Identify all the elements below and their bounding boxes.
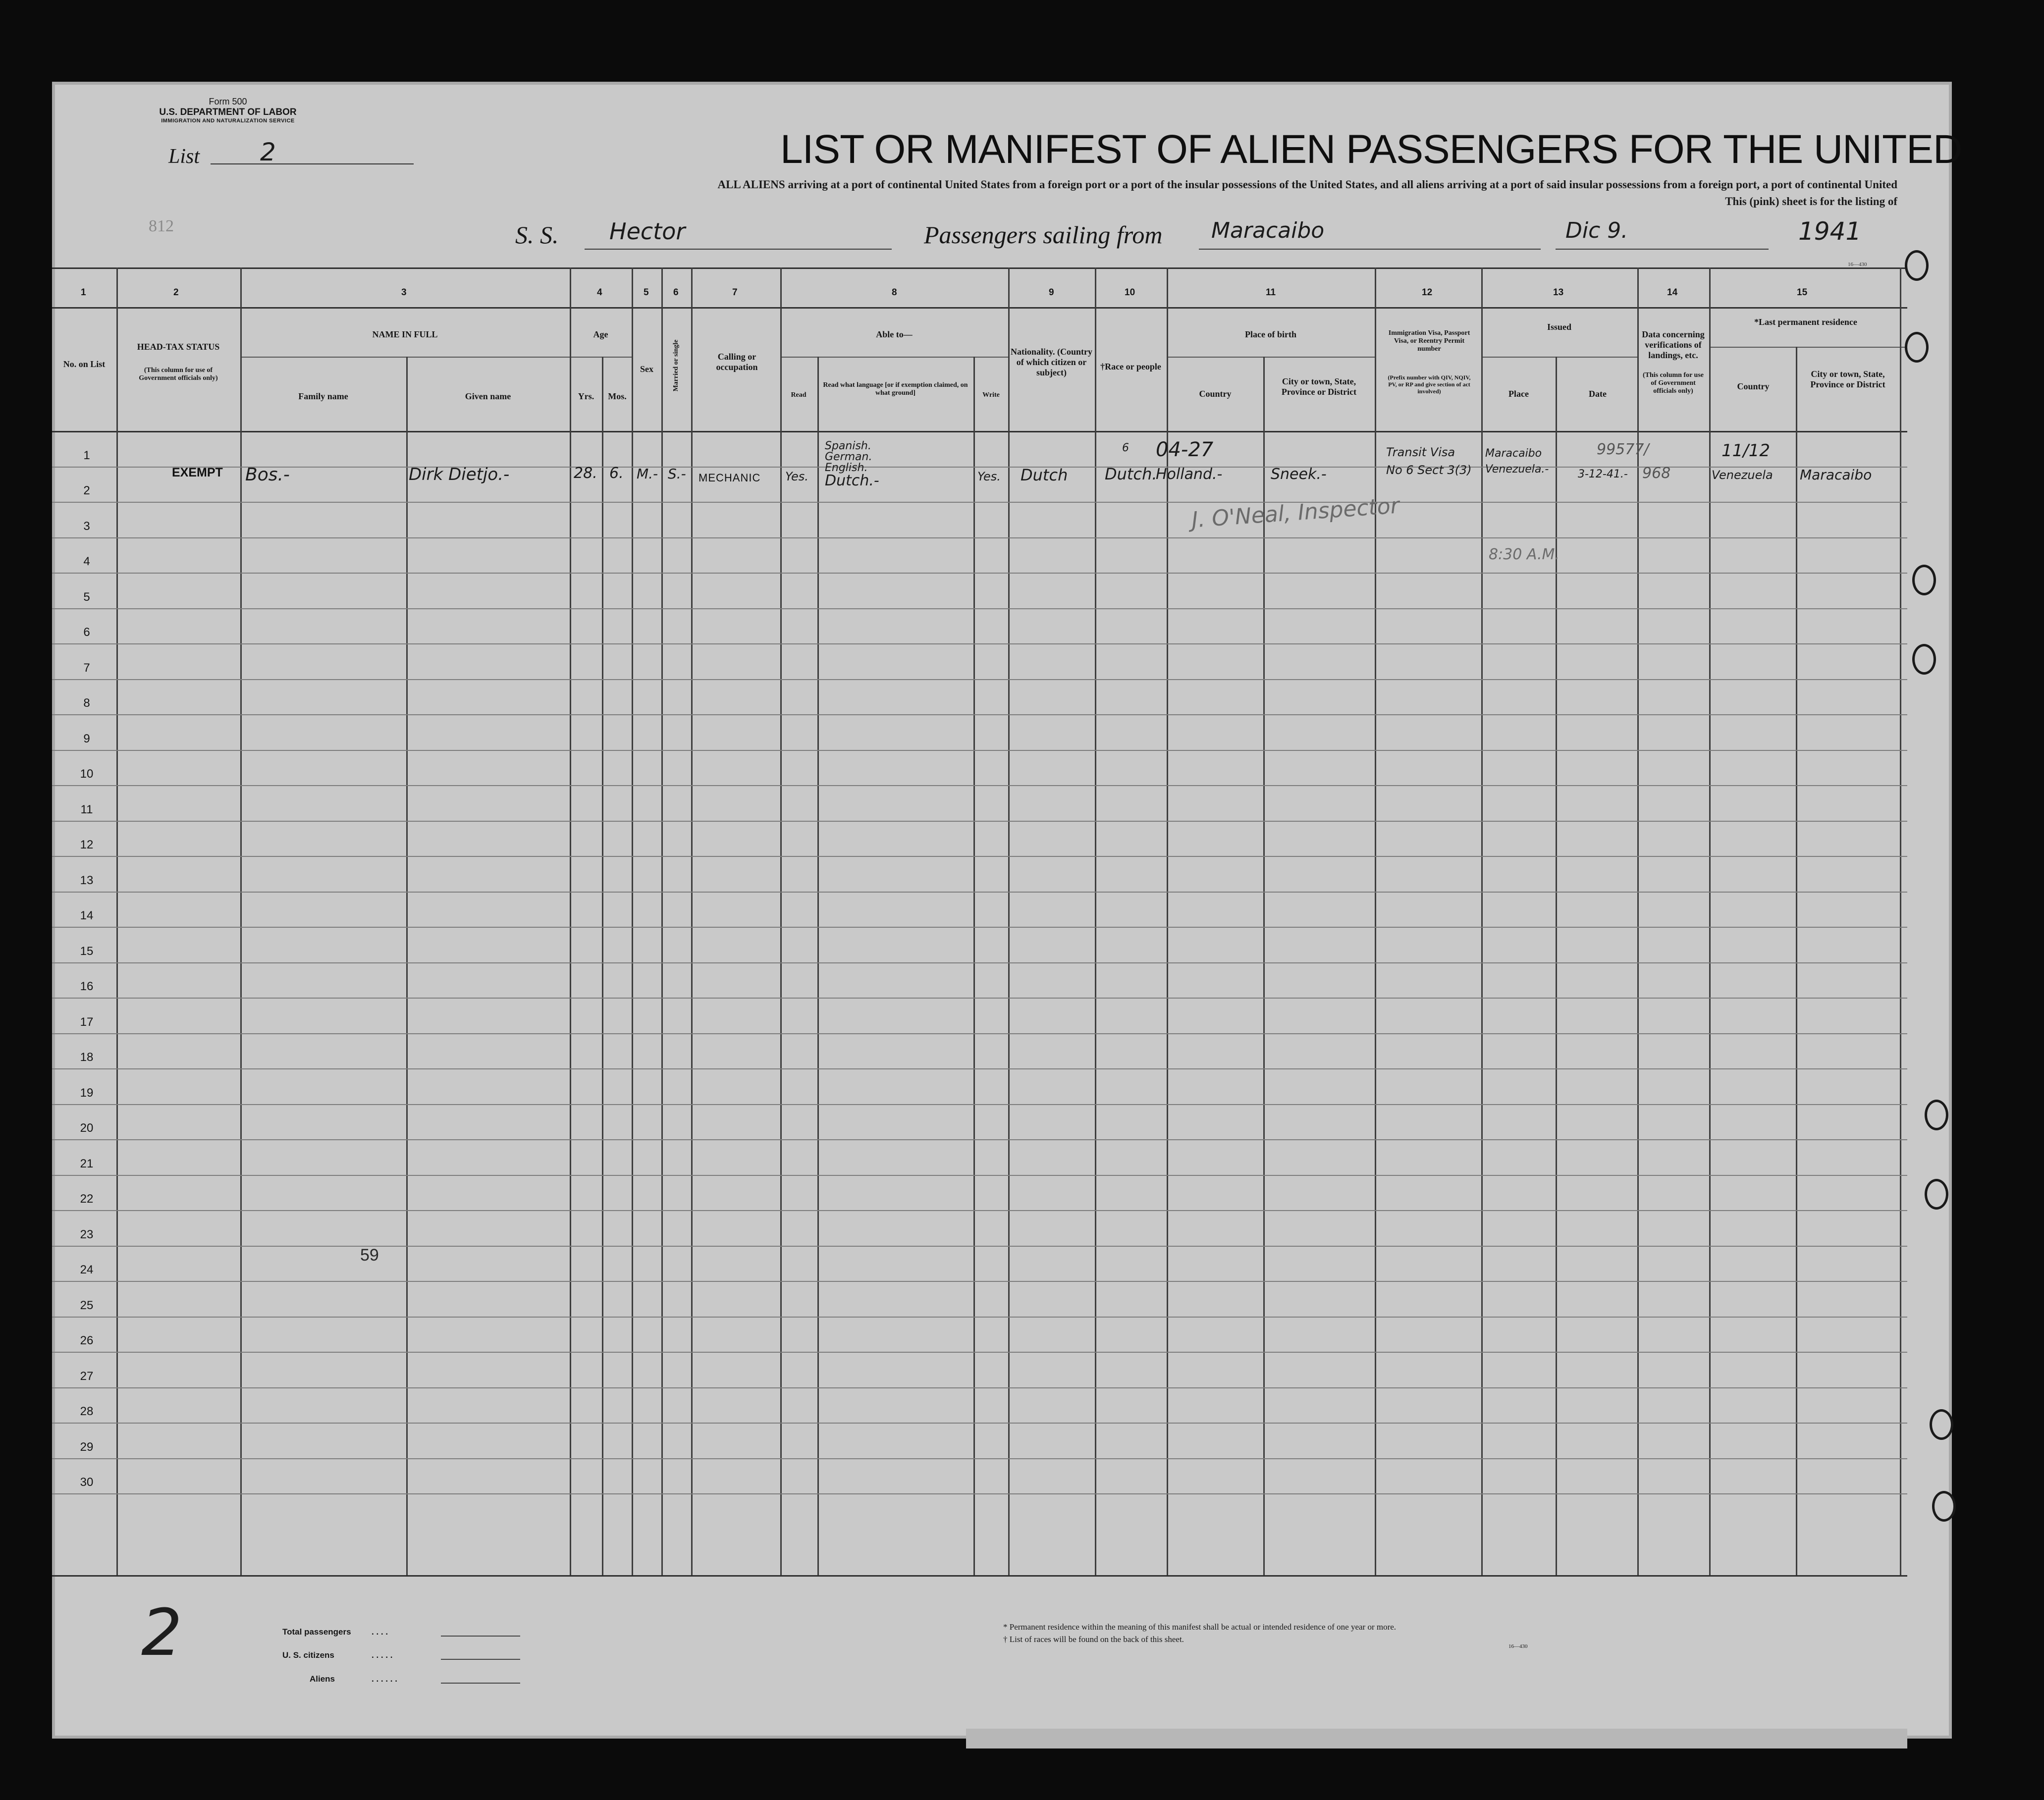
- hdr-no-on-list: No. on List: [63, 359, 106, 369]
- col-num-10: 10: [1125, 287, 1135, 298]
- language-3: English.: [825, 462, 868, 474]
- col-num-7: 7: [732, 287, 738, 298]
- row-line: [52, 892, 1907, 893]
- row-line: [52, 608, 1907, 609]
- margin-mark: 812: [149, 217, 174, 235]
- col-num-3: 3: [401, 287, 407, 298]
- row-line: [52, 1139, 1907, 1140]
- row-line: [52, 998, 1907, 999]
- ship-name-line: [585, 249, 892, 250]
- footnote-residence: * Permanent residence within the meaning of this manifest shall be actual or intended residence of one year or more.: [1003, 1622, 1397, 1632]
- punch-hole: [1932, 1491, 1956, 1522]
- hdr-issued-date: Date: [1589, 389, 1607, 399]
- hdr-calling: Calling or occupation: [716, 352, 758, 372]
- footer-line-1: [441, 1636, 520, 1637]
- row-line: [52, 1423, 1907, 1424]
- row-number: 29: [80, 1440, 94, 1454]
- ship-prefix: S. S.: [515, 221, 559, 249]
- row-number: 19: [80, 1086, 94, 1100]
- page-title: LIST OR MANIFEST OF ALIEN PASSENGERS FOR THE UNITED: [780, 127, 1962, 172]
- hdr-race: †Race or people: [1100, 362, 1161, 371]
- entry-res-country: Venezuela: [1712, 468, 1773, 482]
- sheet-underneath: [966, 1729, 1907, 1748]
- row-number: 12: [80, 838, 94, 851]
- hdr-read: Read: [791, 391, 807, 399]
- row-number: 8: [83, 696, 90, 710]
- sailing-year: 1941: [1798, 217, 1862, 246]
- manifest-table: [52, 267, 1907, 1575]
- hdr-issued-place: Place: [1508, 389, 1529, 399]
- col-num-5: 5: [644, 287, 649, 298]
- hdr-birth-country: Country: [1199, 389, 1232, 399]
- entry-race: Dutch.: [1105, 465, 1157, 483]
- inspection-time: 8:30 A.M.: [1489, 546, 1560, 563]
- row-line: [52, 502, 1907, 503]
- punch-hole: [1905, 332, 1929, 363]
- punch-hole: [1930, 1409, 1953, 1440]
- col-divider-10: [1167, 267, 1168, 1575]
- row-line: [52, 750, 1907, 751]
- visa-line-1: Transit Visa: [1386, 445, 1455, 459]
- punch-hole: [1925, 1100, 1948, 1130]
- row-line: [52, 643, 1907, 644]
- row-number: 23: [80, 1227, 94, 1241]
- row-number: 6: [83, 626, 90, 639]
- footer-us-citizens: U. S. citizens: [282, 1650, 334, 1660]
- list-number: 2: [260, 138, 276, 166]
- col-divider-13: [1637, 267, 1639, 1575]
- row-number: 22: [80, 1192, 94, 1206]
- row-line: [52, 1352, 1907, 1353]
- footer-dots-1: . . . .: [372, 1627, 388, 1637]
- row-number: 9: [83, 732, 90, 745]
- row-number: 16: [80, 980, 94, 993]
- entry-marital: S.-: [668, 466, 686, 482]
- row-line: [52, 856, 1907, 857]
- row-number: 20: [80, 1121, 94, 1135]
- row-number: 4: [83, 555, 90, 568]
- col-divider-8a: [817, 357, 819, 1575]
- col-num-4: 4: [597, 287, 602, 298]
- row-line: [52, 1458, 1907, 1459]
- col-divider-1: [116, 267, 118, 1575]
- row-number: 5: [83, 590, 90, 604]
- row-line: [52, 1246, 1907, 1247]
- hdr-head-tax-note: (This column for use of Government officials only): [139, 367, 218, 382]
- entry-birth-country-code: 04-27: [1156, 438, 1214, 461]
- subtitle-line-2: This (pink) sheet is for the listing of: [1725, 195, 1897, 208]
- row-number: 10: [80, 767, 94, 781]
- language-4: Dutch.-: [825, 472, 879, 489]
- col-num-6: 6: [673, 287, 679, 298]
- colnum-divider: [52, 307, 1907, 309]
- punch-hole: [1912, 644, 1936, 675]
- row-number: 11: [80, 802, 93, 816]
- form-number: Form 500: [209, 97, 247, 106]
- col-divider-3: [570, 267, 571, 1575]
- footer-dots-3: . . . . . .: [372, 1674, 397, 1684]
- col-divider-15a: [1796, 347, 1797, 1575]
- row-number: 14: [80, 909, 94, 922]
- row-line: [52, 467, 1907, 468]
- row-number: 3: [83, 519, 90, 533]
- col-num-11: 11: [1266, 287, 1276, 298]
- residence-subheader-line: [1709, 347, 1907, 348]
- hdr-visa: Immigration Visa, Passport Visa, or Reentry Permit number: [1388, 329, 1470, 353]
- footer-aliens: Aliens: [310, 1674, 335, 1684]
- entry-age-mos: 6.: [609, 465, 624, 482]
- sailing-label: Passengers sailing from: [924, 221, 1163, 249]
- table-top-border: [52, 267, 1907, 269]
- hdr-res-city: City or town, State, Province or District: [1810, 369, 1885, 389]
- col-num-9: 9: [1049, 287, 1054, 298]
- footer-total-passengers: Total passengers: [282, 1627, 351, 1637]
- row-line: [52, 714, 1907, 715]
- birth-subheader-line: [1167, 357, 1375, 358]
- col-num-8: 8: [892, 287, 897, 298]
- issued-place-line-1: Maracaibo: [1485, 447, 1542, 460]
- service-name: IMMIGRATION AND NATURALIZATION SERVICE: [161, 118, 295, 124]
- form-header-block: [109, 97, 347, 124]
- col-divider-11: [1375, 267, 1376, 1575]
- hdr-visa-note: (Prefix number with QIV, NQIV, PV, or RP and give section of act involved): [1388, 374, 1471, 395]
- form-code: 16—430: [1848, 262, 1867, 267]
- col-divider-3a: [406, 357, 408, 1575]
- issued-subheader-line: [1481, 357, 1637, 358]
- hdr-family-name: Family name: [298, 391, 348, 401]
- departure-port: Maracaibo: [1211, 218, 1325, 243]
- entry-languages: [825, 441, 879, 488]
- col-num-15: 15: [1797, 287, 1808, 298]
- row-number: 28: [80, 1405, 94, 1418]
- row-line: [52, 679, 1907, 680]
- hdr-able-to: Able to—: [876, 329, 913, 339]
- entry-visa: [1386, 443, 1472, 479]
- hdr-age: Age: [593, 329, 608, 339]
- ship-name: Hector: [609, 218, 686, 245]
- col-num-13: 13: [1553, 287, 1564, 298]
- entry-family-name: Bos.-: [245, 465, 290, 485]
- entry-issued-place: [1485, 446, 1549, 477]
- hdr-birth-city: City or town, State, Province or District: [1281, 376, 1357, 397]
- row-number: 18: [80, 1051, 94, 1064]
- port-line: [1199, 249, 1541, 250]
- row-number: 30: [80, 1476, 94, 1489]
- col-divider-2: [240, 267, 242, 1575]
- row-number: 17: [80, 1015, 94, 1029]
- hdr-issued: Issued: [1547, 322, 1572, 332]
- row-number: 7: [83, 661, 90, 675]
- subtitle-line-1: ALL ALIENS arriving at a port of continental United States from a foreign port or a port of the insular possessions of the United States, and all aliens arriving at a port of said insular possessions from a foreign port, a port of continental United: [717, 178, 1897, 191]
- hdr-head-tax: HEAD-TAX STATUS: [137, 342, 220, 352]
- row-line: [52, 1033, 1907, 1034]
- row-line: [52, 785, 1907, 786]
- hdr-age-mos: Mos.: [608, 391, 627, 401]
- row-22-mark: 59: [360, 1246, 379, 1265]
- list-underline: [211, 163, 414, 164]
- row-number: 15: [80, 944, 94, 958]
- footer-dots-2: . . . . .: [372, 1650, 393, 1660]
- entry-issued-date: 3-12-41.-: [1578, 468, 1628, 480]
- entry-res-city: Maracaibo: [1800, 467, 1872, 483]
- footer-form-code: 16—430: [1508, 1643, 1528, 1649]
- entry-read: Yes.: [785, 470, 808, 483]
- date-line: [1556, 249, 1769, 250]
- hdr-last-residence: *Last permanent residence: [1754, 317, 1857, 327]
- row-line: [52, 927, 1907, 928]
- row-line: [52, 573, 1907, 574]
- col-num-1: 1: [81, 287, 86, 298]
- age-subheader-line: [570, 357, 632, 358]
- footer-handwritten-mark: 2: [141, 1595, 182, 1670]
- entry-birth-country: Holland.-: [1156, 466, 1223, 483]
- col-divider-11a: [1263, 357, 1265, 1575]
- row-number: 26: [80, 1334, 94, 1347]
- entry-write: Yes.: [977, 470, 1001, 483]
- row-line: [52, 1281, 1907, 1282]
- hdr-write: Write: [982, 391, 1000, 399]
- row-line: [52, 821, 1907, 822]
- issued-place-line-2: Venezuela.-: [1485, 463, 1549, 476]
- department-name: U.S. DEPARTMENT OF LABOR: [159, 107, 297, 117]
- sailing-date: Dic 9.: [1565, 218, 1628, 243]
- col-divider-6: [691, 267, 693, 1575]
- list-label: List: [168, 145, 200, 168]
- row-number: 25: [80, 1298, 94, 1312]
- footnote-races: † List of races will be found on the back of this sheet.: [1003, 1635, 1184, 1644]
- row-line: [52, 1175, 1907, 1176]
- footer-line-3: [441, 1683, 520, 1684]
- entry-age-yrs: 28.: [574, 465, 597, 482]
- row-number: 21: [80, 1157, 94, 1170]
- hdr-res-country: Country: [1737, 381, 1770, 391]
- col-divider-12: [1481, 267, 1483, 1575]
- entry-occupation: MECHANIC: [699, 472, 761, 484]
- table-bottom-border: [52, 1575, 1907, 1577]
- entry-head-tax: EXEMPT: [172, 466, 223, 479]
- row-line: [52, 1387, 1907, 1388]
- hdr-place-of-birth: Place of birth: [1245, 329, 1296, 339]
- hdr-verifications: Data concerning verifications of landings, etc.: [1642, 329, 1705, 360]
- row-line: [52, 962, 1907, 963]
- punch-hole: [1912, 565, 1936, 595]
- entry-given-name: Dirk Dietjo.-: [409, 465, 510, 484]
- hdr-nationality: Nationality. (Country of which citizen or subject): [1011, 347, 1093, 377]
- col-divider-9: [1095, 267, 1096, 1575]
- col-num-2: 2: [173, 287, 179, 298]
- row-number: 13: [80, 873, 94, 887]
- col-num-12: 12: [1422, 287, 1433, 298]
- punch-hole: [1925, 1179, 1948, 1210]
- language-2: German.: [825, 451, 872, 463]
- row-number: 2: [83, 484, 90, 497]
- col-num-14: 14: [1667, 287, 1678, 298]
- entry-birth-city: Sneek.-: [1271, 466, 1327, 483]
- entry-verification-2: 968: [1642, 465, 1671, 482]
- page-subtitle: [436, 176, 1897, 210]
- hdr-read-language: Read what language [or if exemption claimed, on what ground]: [823, 381, 968, 397]
- inspector-signature: J. O'Neal, Inspector: [1190, 493, 1400, 533]
- entry-race-mark: 6: [1122, 442, 1129, 454]
- col-divider-14: [1709, 267, 1711, 1575]
- name-subheader-line: [240, 357, 627, 358]
- col-divider-15: [1900, 267, 1901, 1575]
- header-bottom-border: [52, 431, 1907, 432]
- col-divider-8: [1008, 267, 1010, 1575]
- entry-verification-1: 99577/: [1597, 441, 1649, 458]
- row-line: [52, 1317, 1907, 1318]
- col-divider-13a: [1556, 357, 1557, 1575]
- row-number: 27: [80, 1369, 94, 1383]
- hdr-married-single: Married or single: [672, 339, 680, 392]
- language-1: Spanish.: [825, 440, 871, 452]
- col-divider-4a: [602, 357, 603, 1575]
- col-divider-8b: [973, 357, 975, 1575]
- punch-hole: [1905, 250, 1929, 281]
- row-line: [52, 1210, 1907, 1211]
- col-divider-4: [632, 267, 633, 1575]
- col-divider-7: [780, 267, 782, 1575]
- entry-sex: M.-: [637, 466, 658, 482]
- row-line: [52, 537, 1907, 538]
- row-line: [52, 1493, 1907, 1494]
- row-line: [52, 1104, 1907, 1105]
- hdr-name-in-full: NAME IN FULL: [372, 329, 438, 339]
- entry-res-mark: 11/12: [1721, 441, 1770, 461]
- hdr-sex: Sex: [640, 364, 653, 374]
- col-divider-5: [661, 267, 663, 1575]
- footer-line-2: [441, 1659, 520, 1660]
- hdr-verifications-note: (This column for use of Government officials only): [1642, 371, 1704, 395]
- row-number: 1: [83, 448, 90, 462]
- row-number: 24: [80, 1263, 94, 1276]
- visa-line-2: No 6 Sect 3(3): [1386, 463, 1472, 477]
- hdr-age-yrs: Yrs.: [578, 391, 594, 401]
- row-line: [52, 1068, 1907, 1069]
- hdr-given-name: Given name: [465, 391, 511, 401]
- entry-nationality: Dutch: [1021, 466, 1068, 484]
